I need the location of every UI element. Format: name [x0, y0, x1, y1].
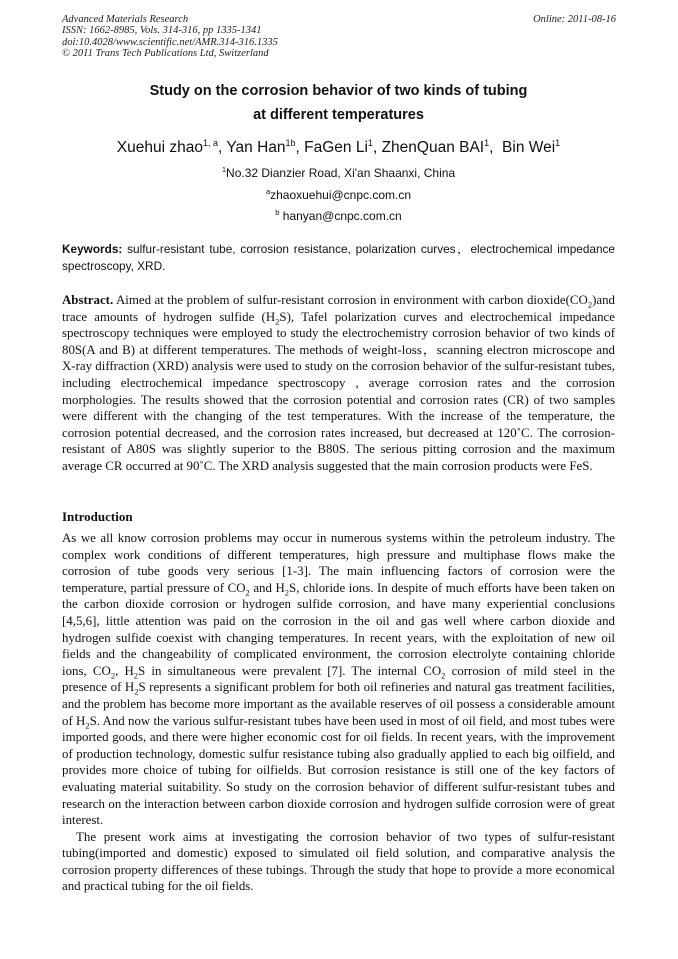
author-separator: ,	[372, 139, 382, 156]
journal-issn: ISSN: 1662-8985, Vols. 314-316, pp 1335-1341	[62, 25, 262, 37]
email-a	[62, 188, 615, 203]
author-affiliation-mark: 1	[555, 137, 561, 148]
paper-title-line-2: at different temperatures	[253, 107, 424, 123]
author-name: Yan Han	[226, 139, 286, 156]
author-affiliation-mark: 1	[484, 137, 490, 148]
affiliation-address	[62, 166, 615, 181]
keywords	[62, 241, 615, 275]
author	[226, 139, 304, 156]
author	[502, 139, 560, 156]
email-address[interactable]: zhaoxuehui@cnpc.com.cn	[270, 188, 412, 202]
author-name: Bin Wei	[502, 139, 556, 156]
email-mark: a	[265, 187, 271, 196]
abstract-label: Abstract.	[62, 293, 114, 307]
online-date: Online: 2011-08-16	[533, 14, 616, 25]
author-separator: ,	[295, 139, 305, 156]
intro-paragraph-1: As we all know corrosion problems may occur in numerous systems within the petroleum industry. The complex work conditions of different temperatures, high pressure and multiphase flows make the corrosion of tube goods very serious [1-3]. The main influencing factors of corrosion were the temperature, partial pressure of $CO_2$ and $H_2S$, chloride ions. In despite of much efforts have been taken on the carbon dioxide corrosion or hydrogen sulfide corrosion, and have many experiential conclusions [4,5,6], little attention was paid on the corrosion in the oil and gas well where carbon dioxide and hydrogen sulfide coexist with changing temperatures. In recent years, with the exploitation of new oil fields and the changeability of complicated environment, the corrosion electrolyte containing chloride ions, $CO_2$, $H_2S$ in simultaneous were prevalent [7]. The internal $CO_2$ corrosion of mild steel in the presence of $H_2S$ represents a significant problem for both oil refineries and natural gas treatment facilities, and the problem has become more important as the available reserves of oil possess a considerable amount of $H_2S$. And now the various sulfur-resistant tubes have been used in most of oil field, and most tubes were imported goods, and there were higher economic cost for oil fields. In recent years, with the improvement of production technology, domestic sulfur resistance tubing also gradually applied to each big oilfield, and provides more choice of tubing for oilfields. But corrosion resistance is still one of the key factors of evaluating material suitability. So study on the corrosion behavior of different sulfur-resistant tubes and research on the interaction between carbon dioxide corrosion and hydrogen sulfide corrosion were of great interest.	[62, 531, 615, 828]
keywords-label: Keywords:	[62, 242, 123, 256]
author	[117, 139, 227, 156]
author-affiliation-mark: 1	[367, 137, 373, 148]
section-heading-introduction: Introduction	[62, 509, 133, 524]
email-b	[62, 209, 615, 224]
keywords-text: sulfur-resistant tube, corrosion resistance, polarization curves，electrochemical impedance spectroscopy, XRD.	[62, 242, 615, 273]
introduction-body	[62, 530, 615, 895]
journal-doi: doi:10.4028/www.scientific.net/AMR.314-316.1335	[62, 36, 278, 48]
abstract-text: Aimed at the problem of sulfur-resistant corrosion in environment with carbon $dioxide(CO_2)and$ trace amounts of hydrogen sulfide $(H_2S)$, Tafel polarization curves and electrochemical impedance spectroscopy techniques were employed to study the electrochemistry corrosion behavior of two kinds of 80S(A and B) at different temperatures. The methods of weight-loss，scanning electron microscope and X-ray diffraction (XRD) analysis were used to study on the corrosion behavior of the sulfur-resistant tubes, including electrochemical impedance spectroscopy , average corrosion rates and the corrosion morphologies. The results showed that the corrosion potential and corrosion rates (CR) of two samples were different with the changing of the test temperatures. With the increase of the temperature, the corrosion potential decreased, and the corrosion rates increased, but decreased at 120˚C. The corrosion-resistant of A80S was slightly superior to the B80S. The serious pitting corrosion and the maximum average CR occurred at 90˚C. The XRD analysis suggested that the main corrosion products were FeS.	[62, 293, 615, 473]
journal-name: Advanced Materials Research	[62, 14, 189, 25]
author-separator: ,	[489, 139, 503, 156]
email-address[interactable]: hanyan@cnpc.com.cn	[279, 209, 402, 223]
author-affiliation-mark: 1b	[285, 137, 296, 148]
affiliation-mark: 1	[221, 165, 227, 174]
author	[382, 139, 502, 156]
author	[304, 139, 381, 156]
abstract	[62, 292, 615, 475]
intro-paragraph-2: The present work aims at investigating the corrosion behavior of two types of sulfur-resistant tubing(imported and domestic) exposed to simulated oil field solution, and comparative analysis the corrosion property differences of these tubings. Through the study that hope to provide a more economical and practical tubing for the oil fields.	[62, 829, 615, 894]
author-name: ZhenQuan BAI	[381, 139, 485, 156]
author-affiliation-mark: 1, a	[202, 137, 218, 148]
affiliation-text: No.32 Dianzier Road, Xi'an Shaanxi, China	[226, 166, 456, 180]
author-name: Xuehui zhao	[116, 139, 203, 156]
journal-header	[62, 14, 622, 59]
author-name: FaGen Li	[304, 139, 368, 156]
author-separator: ,	[218, 139, 227, 156]
author-list	[62, 138, 615, 158]
paper-title-line-1: Study on the corrosion behavior of two kinds of tubing	[149, 83, 528, 99]
email-mark: b	[275, 208, 280, 217]
journal-copyright: © 2011 Trans Tech Publications Ltd, Switzerland	[62, 47, 269, 59]
